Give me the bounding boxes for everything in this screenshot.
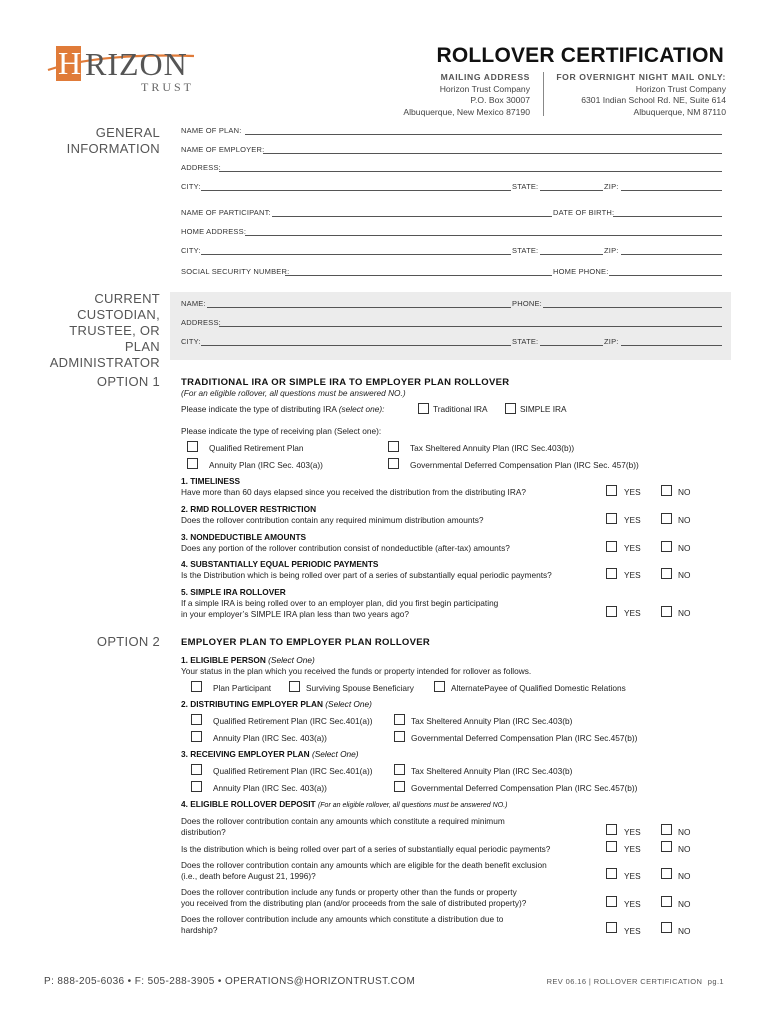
o2-d1-text2: distribution? <box>181 827 226 837</box>
checkbox-o2-d3-no[interactable] <box>661 868 672 879</box>
o1-q1-no-label: NO <box>678 487 691 497</box>
o2-d3-text1: Does the rollover contribution contain any amounts which are eligible for the death benefit exclusion <box>181 860 547 870</box>
o1-q5-title: 5. SIMPLE IRA ROLLOVER <box>181 587 286 597</box>
o1-q5-no-label: NO <box>678 608 691 618</box>
checkbox-plan-participant[interactable] <box>191 681 202 692</box>
section-option-1: OPTION 1 <box>96 374 160 389</box>
checkbox-dist-tax-sheltered[interactable] <box>394 714 405 725</box>
o2-d2-no-label: NO <box>678 844 691 854</box>
logo-h-letter: H <box>58 45 82 81</box>
checkbox-simple-ira[interactable] <box>505 403 516 414</box>
o1-qualified-label: Qualified Retirement Plan <box>209 443 304 453</box>
checkbox-o2-d1-no[interactable] <box>661 824 672 835</box>
o2-d3-text2: (i.e., death before August 21, 1996)? <box>181 871 316 881</box>
o2-e3-title: 3. RECEIVING EMPLOYER PLAN (Select One) <box>181 749 359 759</box>
option1-title: TRADITIONAL IRA OR SIMPLE IRA TO EMPLOYER PLAN ROLLOVER <box>181 377 510 388</box>
o2-d4-no-label: NO <box>678 899 691 909</box>
o1-q1-text: Have more than 60 days elapsed since you received the distribution from the distributing IRA? <box>181 487 526 497</box>
checkbox-o1-q3-no[interactable] <box>661 541 672 552</box>
o1-q1-yes-label: YES <box>624 487 641 497</box>
o1-q3-text: Does any portion of the rollover contribution consist of nondeductible (after-tax) amounts? <box>181 543 510 553</box>
simple-ira-label: SIMPLE IRA <box>520 404 567 414</box>
o1-q3-no-label: NO <box>678 543 691 553</box>
field-home-city-state-zip[interactable]: CITY: STATE: ZIP: <box>181 246 722 258</box>
checkbox-o1-tax-sheltered[interactable] <box>388 441 399 452</box>
o1-q4-title: 4. SUBSTANTIALLY EQUAL PERIODIC PAYMENTS <box>181 559 379 569</box>
checkbox-o1-qualified[interactable] <box>187 441 198 452</box>
checkbox-o2-d3-yes[interactable] <box>606 868 617 879</box>
checkbox-o1-governmental[interactable] <box>388 458 399 469</box>
mailing-address <box>372 72 530 118</box>
checkbox-o1-q1-no[interactable] <box>661 485 672 496</box>
traditional-ira-label: Traditional IRA <box>433 404 488 414</box>
o2-d5-text2: hardship? <box>181 925 218 935</box>
mailing-line2: P.O. Box 30007 <box>470 95 530 105</box>
o1-q5-text1: If a simple IRA is being rolled over to an employer plan, did you first begin participating <box>181 598 499 608</box>
o1-q1-title: 1. TIMELINESS <box>181 476 241 486</box>
o2-e4-title: 4. ELIGIBLE ROLLOVER DEPOSIT (For an eligible rollover, all questions must be answered NO.) <box>181 799 508 809</box>
o2-d2-text: Is the distribution which is being rolled over part of a series of substantially equal periodic payments? <box>181 844 551 854</box>
overnight-line2: 6301 Indian School Rd. NE, Suite 614 <box>581 95 726 105</box>
o1-q2-text: Does the rollover contribution contain any required minimum distribution amounts? <box>181 515 484 525</box>
checkbox-o2-d2-yes[interactable] <box>606 841 617 852</box>
recv-tax-sheltered-label: Tax Sheltered Annuity Plan (IRC Sec.403(b) <box>411 766 573 776</box>
checkbox-o2-d5-no[interactable] <box>661 922 672 933</box>
checkbox-o1-q5-yes[interactable] <box>606 606 617 617</box>
o1-q5-text2: in your employer’s SIMPLE IRA plan less than two years ago? <box>181 609 409 619</box>
o2-d1-yes-label: YES <box>624 827 641 837</box>
o2-d4-text1: Does the rollover contribution include any funds or property other than the funds or property <box>181 887 517 897</box>
checkbox-o1-annuity[interactable] <box>187 458 198 469</box>
field-employer-address[interactable]: ADDRESS: <box>181 163 722 175</box>
field-name-of-employer[interactable]: NAME OF EMPLOYER: <box>181 145 722 157</box>
checkbox-o1-q3-yes[interactable] <box>606 541 617 552</box>
checkbox-dist-governmental[interactable] <box>394 731 405 742</box>
footer-contact: P: 888-205-6036 • F: 505-288-3905 • OPERATIONS@HORIZONTRUST.COM <box>44 976 416 987</box>
logo-sub: TRUST <box>141 80 195 94</box>
o2-e1-text: Your status in the plan which you received the funds or property intended for rollover as follows. <box>181 666 532 676</box>
receiving-prompt: Please indicate the type of receiving plan (Select one): <box>181 426 382 436</box>
logo <box>44 40 244 100</box>
form-title: ROLLOVER CERTIFICATION <box>436 44 724 67</box>
checkbox-recv-qualified[interactable] <box>191 764 202 775</box>
o2-d3-yes-label: YES <box>624 871 641 881</box>
field-ssn-phone[interactable]: SOCIAL SECURITY NUMBER: HOME PHONE: <box>181 267 722 279</box>
o1-tax-sheltered-label: Tax Sheltered Annuity Plan (IRC Sec.403(b)) <box>410 443 575 453</box>
checkbox-dist-qualified[interactable] <box>191 714 202 725</box>
field-employer-city-state-zip[interactable]: CITY: STATE: ZIP: <box>181 182 722 194</box>
section-general: GENERAL INFORMATION <box>66 125 160 156</box>
checkbox-o1-q2-yes[interactable] <box>606 513 617 524</box>
o1-q3-title: 3. NONDEDUCTIBLE AMOUNTS <box>181 532 307 542</box>
o2-e1-title: 1. ELIGIBLE PERSON (Select One) <box>181 655 315 665</box>
o2-d5-text1: Does the rollover contribution include any amounts which constitute a distribution due to <box>181 914 504 924</box>
o2-d4-yes-label: YES <box>624 899 641 909</box>
mailing-line1: Horizon Trust Company <box>439 83 530 94</box>
checkbox-o2-d4-no[interactable] <box>661 896 672 907</box>
checkbox-traditional-ira[interactable] <box>418 403 429 414</box>
checkbox-o2-d1-yes[interactable] <box>606 824 617 835</box>
checkbox-dist-annuity[interactable] <box>191 731 202 742</box>
mailing-line3: Albuquerque, New Mexico 87190 <box>403 106 530 117</box>
section-custodian: CURRENT CUSTODIAN, TRUSTEE, OR PLAN ADMINISTRATOR <box>49 291 160 370</box>
o2-e2-title: 2. DISTRIBUTING EMPLOYER PLAN (Select One) <box>181 699 372 709</box>
dist-governmental-label: Governmental Deferred Compensation Plan (IRC Sec.457(b)) <box>411 733 638 743</box>
o1-q2-yes-label: YES <box>624 515 641 525</box>
recv-annuity-label: Annuity Plan (IRC Sec. 403(a)) <box>213 783 327 793</box>
dist-annuity-label: Annuity Plan (IRC Sec. 403(a)) <box>213 733 327 743</box>
o2-d1-no-label: NO <box>678 827 691 837</box>
checkbox-o1-q4-no[interactable] <box>661 568 672 579</box>
checkbox-o1-q4-yes[interactable] <box>606 568 617 579</box>
logo-wordmark: RIZON <box>85 46 188 82</box>
checkbox-o2-d5-yes[interactable] <box>606 922 617 933</box>
alternate-payee-label: AlternatePayee of Qualified Domestic Relations <box>451 683 626 693</box>
checkbox-surviving-spouse[interactable] <box>289 681 300 692</box>
surviving-spouse-label: Surviving Spouse Beneficiary <box>306 683 414 693</box>
o2-d5-yes-label: YES <box>624 926 641 936</box>
checkbox-alternate-payee[interactable] <box>434 681 445 692</box>
checkbox-o1-q1-yes[interactable] <box>606 485 617 496</box>
o1-q4-no-label: NO <box>678 570 691 580</box>
o2-d5-no-label: NO <box>678 926 691 936</box>
option1-subtitle: (For an eligible rollover, all questions must be answered NO.) <box>181 388 406 398</box>
recv-qualified-label: Qualified Retirement Plan (IRC Sec.401(a)) <box>213 766 373 776</box>
section-option-2: OPTION 2 <box>96 634 160 649</box>
checkbox-recv-annuity[interactable] <box>191 781 202 792</box>
o2-d2-yes-label: YES <box>624 844 641 854</box>
field-home-address[interactable]: HOME ADDRESS: <box>181 227 722 239</box>
field-custodian-name-phone[interactable]: NAME: PHONE: <box>181 299 722 311</box>
checkbox-o1-q2-no[interactable] <box>661 513 672 524</box>
o2-d3-no-label: NO <box>678 871 691 881</box>
checkbox-o1-q5-no[interactable] <box>661 606 672 617</box>
checkbox-o2-d2-no[interactable] <box>661 841 672 852</box>
checkbox-recv-tax-sheltered[interactable] <box>394 764 405 775</box>
o1-q2-title: 2. RMD ROLLOVER RESTRICTION <box>181 504 317 514</box>
field-custodian-city-state-zip[interactable]: CITY: STATE: ZIP: <box>181 337 722 349</box>
o1-annuity-label: Annuity Plan (IRC Sec. 403(a)) <box>209 460 323 470</box>
o2-d1-text1: Does the rollover contribution contain any amounts which constitute a required minimum <box>181 816 505 826</box>
checkbox-o2-d4-yes[interactable] <box>606 896 617 907</box>
field-custodian-address[interactable]: ADDRESS: <box>181 318 722 330</box>
o1-q5-yes-label: YES <box>624 608 641 618</box>
o2-d4-text2: you received from the distributing plan (and/or proceeds from the sale of distributed property)? <box>181 898 527 908</box>
o1-q3-yes-label: YES <box>624 543 641 553</box>
o1-q2-no-label: NO <box>678 515 691 525</box>
overnight-address <box>552 72 726 118</box>
o1-q4-yes-label: YES <box>624 570 641 580</box>
footer-rev: REV 06.16 | ROLLOVER CERTIFICATION pg.1 <box>546 977 724 986</box>
checkbox-recv-governmental[interactable] <box>394 781 405 792</box>
dist-tax-sheltered-label: Tax Sheltered Annuity Plan (IRC Sec.403(b) <box>411 716 573 726</box>
o1-q4-text: Is the Distribution which is being rolled over part of a series of substantially equal periodic payments? <box>181 570 552 580</box>
plan-participant-label: Plan Participant <box>213 683 272 693</box>
address-divider <box>543 72 544 116</box>
field-participant-dob[interactable]: NAME OF PARTICIPANT: DATE OF BIRTH: <box>181 208 722 220</box>
option2-title: EMPLOYER PLAN TO EMPLOYER PLAN ROLLOVER <box>181 637 431 648</box>
overnight-line1: Horizon Trust Company <box>635 83 726 94</box>
dist-qualified-label: Qualified Retirement Plan (IRC Sec.401(a)) <box>213 716 373 726</box>
o1-governmental-label: Governmental Deferred Compensation Plan (IRC Sec. 457(b)) <box>410 460 639 470</box>
overnight-heading: FOR OVERNIGHT NIGHT MAIL ONLY: <box>556 72 726 82</box>
recv-governmental-label: Governmental Deferred Compensation Plan (IRC Sec.457(b)) <box>411 783 638 793</box>
mailing-heading: MAILING ADDRESS <box>440 72 530 82</box>
overnight-line3: Albuquerque, NM 87110 <box>633 106 726 117</box>
distributing-prompt: Please indicate the type of distributing IRA (select one): <box>181 404 385 414</box>
field-name-of-plan[interactable]: NAME OF PLAN: <box>181 126 722 138</box>
